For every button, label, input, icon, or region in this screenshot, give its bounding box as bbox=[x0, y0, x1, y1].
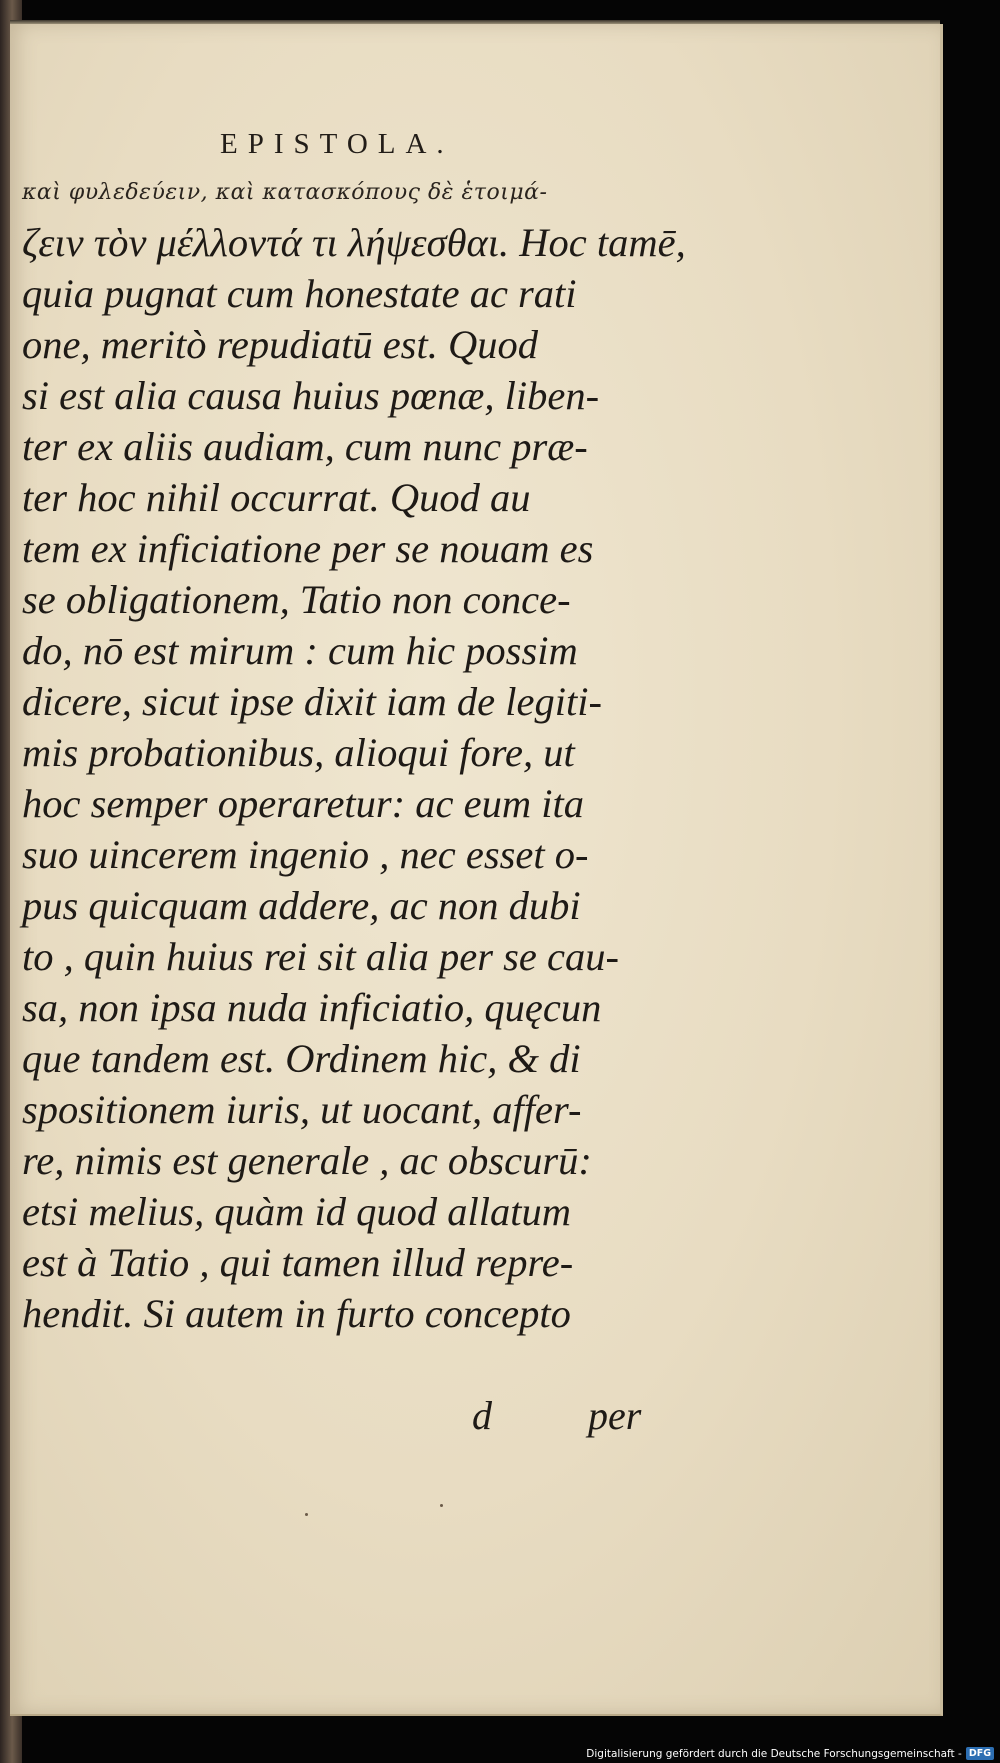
text-line: pus quicquam addere, ac non dubi bbox=[22, 883, 581, 928]
running-head: EPISTOLA. bbox=[220, 128, 454, 160]
text-line: to , quin huius rei sit alia per se cau- bbox=[22, 934, 619, 979]
catchword: per bbox=[588, 1393, 642, 1438]
signature-mark: d bbox=[472, 1393, 492, 1438]
text-line: ζειν τὸν μέλλοντά τι λήψεσθαι. Hoc tamē, bbox=[22, 220, 686, 265]
text-line: se obligationem, Tatio non conce- bbox=[22, 577, 571, 622]
text-line: spositionem iuris, ut uocant, affer- bbox=[22, 1087, 582, 1132]
text-line: etsi melius, quàm id quod allatum bbox=[22, 1189, 571, 1234]
text-line: re, nimis est generale , ac obscurū: bbox=[22, 1138, 592, 1183]
text-line: hendit. Si autem in furto concepto bbox=[22, 1291, 571, 1336]
text-line: est à Tatio , qui tamen illud repre- bbox=[22, 1240, 574, 1285]
text-line: ter ex aliis audiam, cum nunc præ- bbox=[22, 424, 588, 469]
paper-speck bbox=[440, 1504, 443, 1507]
text-line: dicere, sicut ipse dixit iam de legiti- bbox=[22, 679, 602, 724]
dfg-logo: DFG bbox=[966, 1747, 994, 1760]
paper-speck bbox=[305, 1513, 308, 1516]
text-line: do, nō est mirum : cum hic possim bbox=[22, 628, 578, 673]
text-line: hoc semper operaretur: ac eum ita bbox=[22, 781, 584, 826]
footer-credit: Digitalisierung gefördert durch die Deutsche Forschungsgemeinschaft - bbox=[586, 1747, 962, 1760]
text-line: καὶ φυλεδεύειν, καὶ κατασκόπους δὲ ἑτοιμά- bbox=[22, 180, 548, 205]
text-line: mis probationibus, alioqui fore, ut bbox=[22, 730, 575, 775]
text-line: si est alia causa huius pœnæ, liben- bbox=[22, 373, 600, 418]
text-line: sa, non ipsa nuda inficiatio, quęcun bbox=[22, 985, 602, 1030]
digitization-footer bbox=[586, 1747, 994, 1760]
text-line: suo uincerem ingenio , nec esset o- bbox=[22, 832, 589, 877]
text-line: one, meritò repudiatū est. Quod bbox=[22, 322, 538, 367]
text-line: ter hoc nihil occurrat. Quod au bbox=[22, 475, 531, 520]
text-line: que tandem est. Ordinem hic, & di bbox=[22, 1036, 581, 1081]
text-line: tem ex inficiatione per se nouam es bbox=[22, 526, 594, 571]
text-line: quia pugnat cum honestate ac rati bbox=[22, 271, 577, 316]
